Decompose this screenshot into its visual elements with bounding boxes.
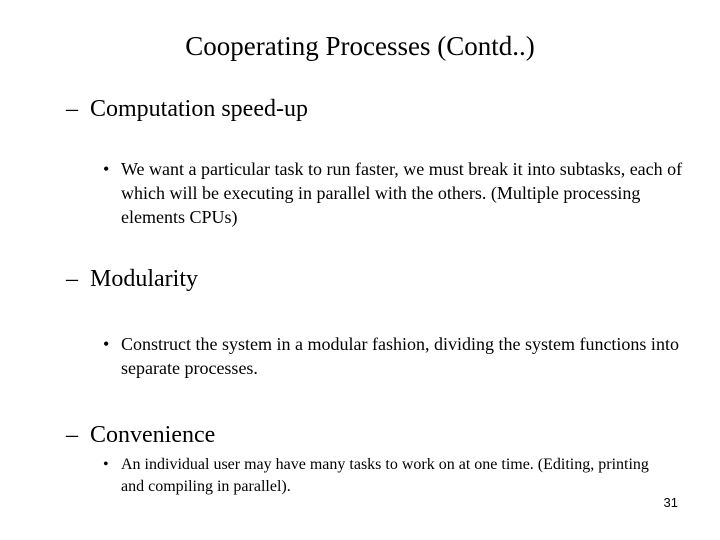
bullet-computation-speed-up	[103, 157, 693, 229]
bullet-marker: •	[103, 456, 109, 473]
dash-marker: –	[66, 422, 78, 448]
bullet-marker: •	[103, 334, 110, 354]
page-number: 31	[663, 495, 678, 510]
dash-marker: –	[66, 96, 78, 122]
dash-marker: –	[66, 266, 78, 292]
heading-text: Computation speed-up	[90, 96, 308, 122]
slide-title: Cooperating Processes (Contd..)	[185, 31, 535, 61]
bullet-text: We want a particular task to run faster, we must break it into subtasks, each of which will be executing in parallel with the others. (Multiple processing elements CPUs)	[121, 159, 683, 227]
bullet-convenience	[103, 454, 663, 498]
bullet-marker: •	[103, 159, 110, 179]
heading-text: Convenience	[90, 422, 216, 448]
bullet-text: Construct the system in a modular fashion, dividing the system functions into separate processes.	[121, 334, 679, 378]
bullet-modularity	[103, 332, 693, 380]
bullet-text: An individual user may have many tasks to work on at one time. (Editing, printing and compiling in parallel).	[121, 456, 649, 495]
heading-text: Modularity	[90, 266, 198, 292]
